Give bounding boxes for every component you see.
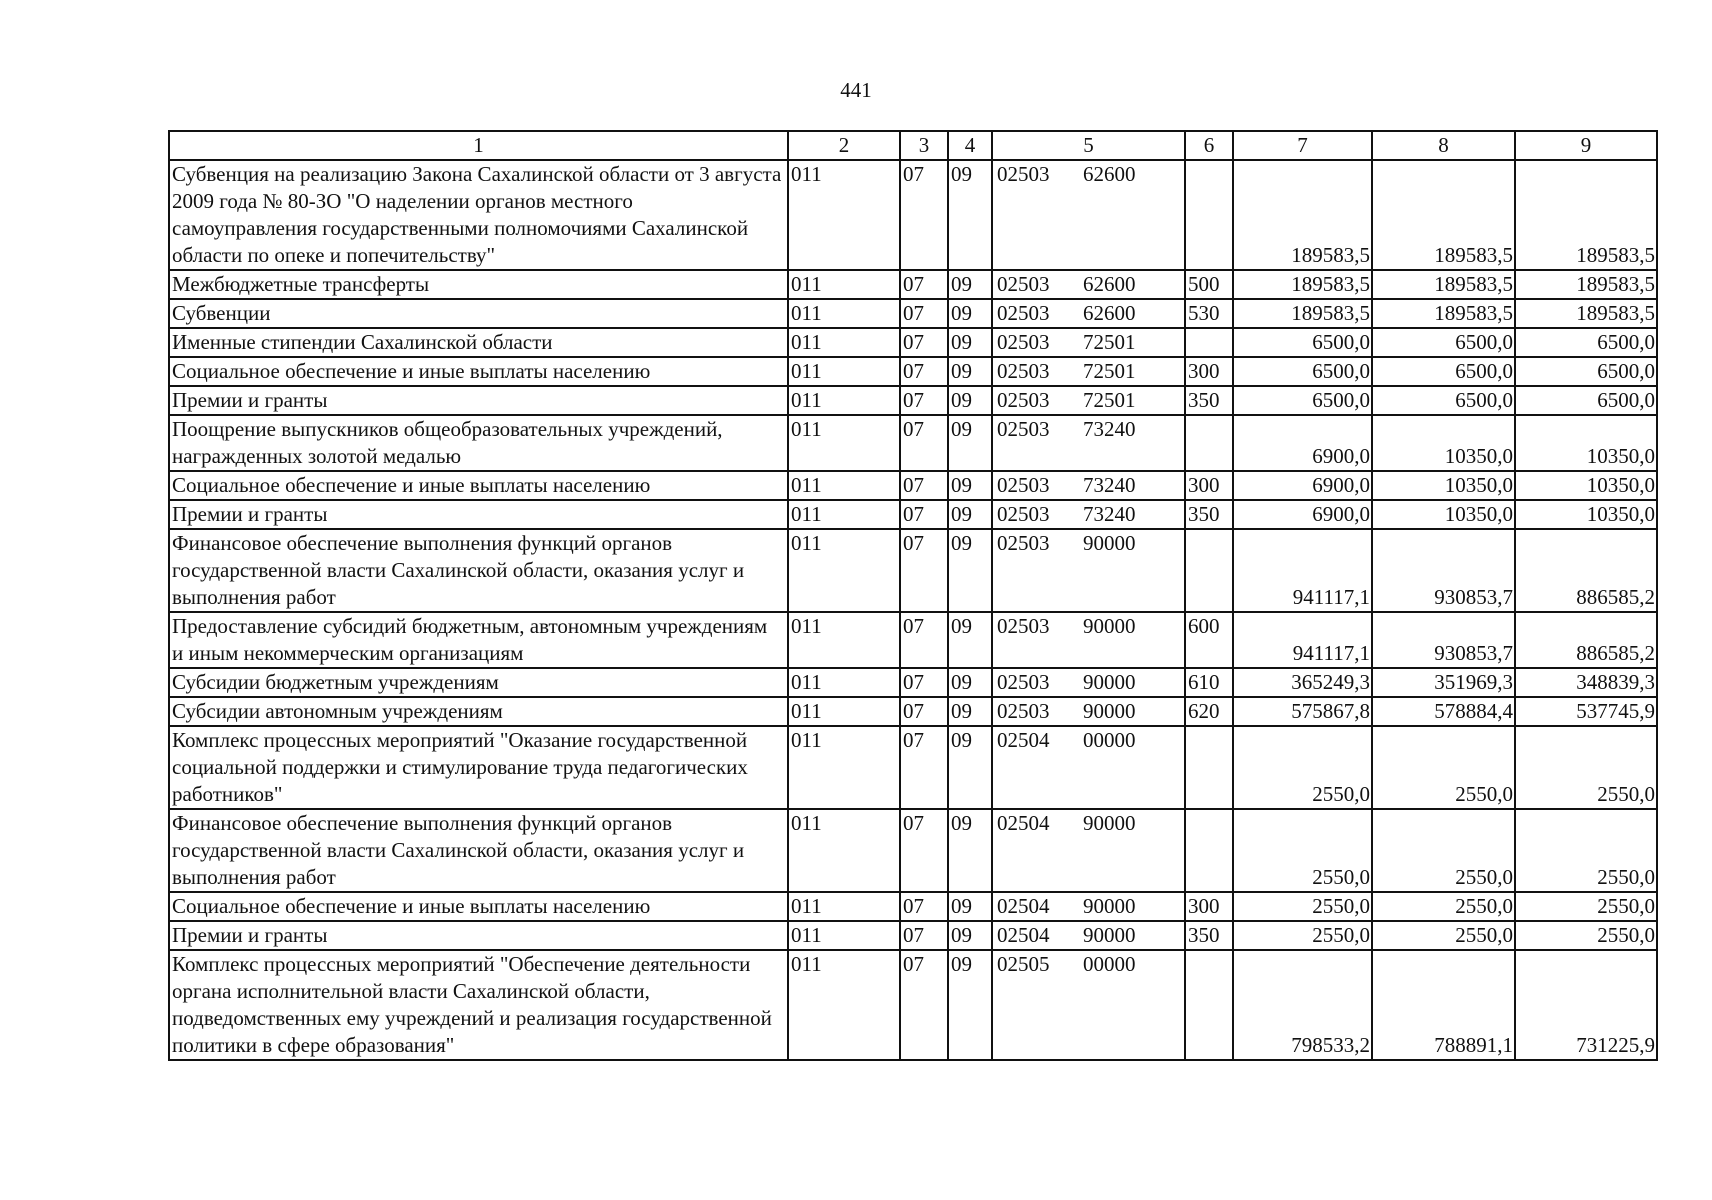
amount-col-9: 10350,0 [1515,500,1657,529]
cell-col-6: 350 [1185,921,1233,950]
column-header: 7 [1233,131,1372,160]
amount-col-8: 6500,0 [1372,357,1515,386]
cell-col-6 [1185,726,1233,809]
cell-col-2: 011 [788,612,900,668]
cell-col-6: 530 [1185,299,1233,328]
direction-code: 72501 [1083,388,1136,412]
amount-col-7: 6900,0 [1233,500,1372,529]
cell-col-5 [992,386,1185,415]
program-code: 02503 [997,272,1050,296]
amount-col-9: 2550,0 [1515,726,1657,809]
amount-col-9: 2550,0 [1515,892,1657,921]
cell-col-5 [992,357,1185,386]
table-row [169,892,1657,921]
cell-col-6 [1185,809,1233,892]
cell-col-5 [992,809,1185,892]
direction-code: 90000 [1083,699,1136,723]
cell-col-5 [992,415,1185,471]
table-row [169,299,1657,328]
amount-col-9: 537745,9 [1515,697,1657,726]
cell-col-4: 09 [948,892,992,921]
table-row [169,328,1657,357]
table-row [169,921,1657,950]
direction-code: 72501 [1083,359,1136,383]
cell-col-3: 07 [900,892,948,921]
amount-col-7: 798533,2 [1233,950,1372,1060]
amount-col-7: 2550,0 [1233,726,1372,809]
row-name-cell: Субсидии автономным учреждениям [169,697,788,726]
amount-col-8: 578884,4 [1372,697,1515,726]
amount-col-7: 575867,8 [1233,697,1372,726]
cell-col-5 [992,500,1185,529]
amount-col-8: 2550,0 [1372,892,1515,921]
amount-col-8: 2550,0 [1372,921,1515,950]
direction-code: 00000 [1083,952,1136,976]
page-number: 441 [840,78,872,102]
row-name-cell: Субвенции [169,299,788,328]
cell-col-4: 09 [948,386,992,415]
cell-col-5 [992,612,1185,668]
cell-col-6: 300 [1185,892,1233,921]
amount-col-7: 941117,1 [1233,529,1372,612]
row-name-cell: Субсидии бюджетным учреждениям [169,668,788,697]
amount-col-8: 788891,1 [1372,950,1515,1060]
cell-col-5 [992,529,1185,612]
amount-col-7: 6900,0 [1233,415,1372,471]
program-code: 02503 [997,531,1050,555]
cell-col-6: 300 [1185,357,1233,386]
cell-col-6 [1185,950,1233,1060]
cell-col-5 [992,668,1185,697]
row-name-cell: Межбюджетные трансферты [169,270,788,299]
cell-col-3: 07 [900,160,948,270]
cell-col-3: 07 [900,386,948,415]
direction-code: 90000 [1083,614,1136,638]
program-code: 02503 [997,473,1050,497]
direction-code: 72501 [1083,330,1136,354]
direction-code: 90000 [1083,894,1136,918]
direction-code: 00000 [1083,728,1136,752]
row-name-cell: Комплекс процессных мероприятий "Обеспечение деятельности органа исполнительной власти Сахалинской области, подведомственных ему учреждений и реализация государственной политики в сфере образования" [169,950,788,1060]
cell-col-3: 07 [900,500,948,529]
amount-col-8: 6500,0 [1372,386,1515,415]
direction-code: 90000 [1083,811,1136,835]
table-row [169,270,1657,299]
cell-col-3: 07 [900,809,948,892]
program-code: 02504 [997,923,1050,947]
amount-col-7: 6500,0 [1233,386,1372,415]
cell-col-5 [992,160,1185,270]
amount-col-9: 189583,5 [1515,160,1657,270]
cell-col-5 [992,892,1185,921]
program-code: 02504 [997,894,1050,918]
program-code: 02503 [997,699,1050,723]
row-name-cell: Именные стипендии Сахалинской области [169,328,788,357]
amount-col-9: 10350,0 [1515,471,1657,500]
cell-col-3: 07 [900,471,948,500]
row-name-cell: Поощрение выпускников общеобразовательных учреждений, награжденных золотой медалью [169,415,788,471]
table-row [169,500,1657,529]
cell-col-6 [1185,160,1233,270]
amount-col-7: 189583,5 [1233,160,1372,270]
cell-col-3: 07 [900,328,948,357]
program-code: 02503 [997,417,1050,441]
amount-col-9: 348839,3 [1515,668,1657,697]
table-row [169,529,1657,612]
program-code: 02503 [997,301,1050,325]
table-row [169,809,1657,892]
cell-col-6: 350 [1185,386,1233,415]
amount-col-9: 10350,0 [1515,415,1657,471]
table-body [169,160,1657,1060]
cell-col-4: 09 [948,697,992,726]
direction-code: 62600 [1083,272,1136,296]
cell-col-6 [1185,328,1233,357]
cell-col-4: 09 [948,500,992,529]
cell-col-6: 300 [1185,471,1233,500]
amount-col-7: 365249,3 [1233,668,1372,697]
cell-col-3: 07 [900,668,948,697]
cell-col-6: 610 [1185,668,1233,697]
cell-col-2: 011 [788,921,900,950]
direction-code: 62600 [1083,162,1136,186]
cell-col-4: 09 [948,471,992,500]
cell-col-2: 011 [788,950,900,1060]
amount-col-8: 6500,0 [1372,328,1515,357]
row-name-cell: Премии и гранты [169,386,788,415]
cell-col-4: 09 [948,726,992,809]
amount-col-7: 2550,0 [1233,809,1372,892]
amount-col-8: 189583,5 [1372,270,1515,299]
row-name-cell: Комплекс процессных мероприятий "Оказание государственной социальной поддержки и стимулирование труда педагогических работников" [169,726,788,809]
cell-col-2: 011 [788,415,900,471]
row-name-cell: Премии и гранты [169,921,788,950]
cell-col-4: 09 [948,160,992,270]
table-row [169,415,1657,471]
direction-code: 90000 [1083,670,1136,694]
table-row [169,726,1657,809]
cell-col-2: 011 [788,357,900,386]
amount-col-9: 6500,0 [1515,328,1657,357]
cell-col-3: 07 [900,612,948,668]
cell-col-4: 09 [948,612,992,668]
cell-col-3: 07 [900,357,948,386]
direction-code: 62600 [1083,301,1136,325]
amount-col-8: 10350,0 [1372,471,1515,500]
cell-col-3: 07 [900,697,948,726]
cell-col-4: 09 [948,668,992,697]
program-code: 02503 [997,670,1050,694]
amount-col-8: 2550,0 [1372,809,1515,892]
cell-col-2: 011 [788,328,900,357]
direction-code: 73240 [1083,417,1136,441]
amount-col-8: 930853,7 [1372,529,1515,612]
cell-col-5 [992,950,1185,1060]
cell-col-6 [1185,415,1233,471]
cell-col-4: 09 [948,299,992,328]
program-code: 02504 [997,811,1050,835]
amount-col-8: 189583,5 [1372,160,1515,270]
program-code: 02504 [997,728,1050,752]
cell-col-3: 07 [900,415,948,471]
row-name-cell: Субвенция на реализацию Закона Сахалинской области от 3 августа 2009 года № 80-ЗО "О наделении органов местного самоуправления государственными полномочиями Сахалинской области по опеке и попечительству" [169,160,788,270]
table-row [169,160,1657,270]
cell-col-2: 011 [788,892,900,921]
amount-col-7: 2550,0 [1233,892,1372,921]
amount-col-7: 189583,5 [1233,270,1372,299]
amount-col-7: 6500,0 [1233,328,1372,357]
program-code: 02505 [997,952,1050,976]
amount-col-8: 10350,0 [1372,415,1515,471]
direction-code: 90000 [1083,923,1136,947]
row-name-cell: Социальное обеспечение и иные выплаты населению [169,471,788,500]
amount-col-9: 2550,0 [1515,809,1657,892]
direction-code: 73240 [1083,502,1136,526]
cell-col-3: 07 [900,726,948,809]
cell-col-5 [992,726,1185,809]
cell-col-3: 07 [900,921,948,950]
cell-col-2: 011 [788,726,900,809]
cell-col-4: 09 [948,950,992,1060]
cell-col-3: 07 [900,299,948,328]
amount-col-9: 731225,9 [1515,950,1657,1060]
amount-col-7: 941117,1 [1233,612,1372,668]
cell-col-2: 011 [788,529,900,612]
cell-col-6: 500 [1185,270,1233,299]
column-header: 2 [788,131,900,160]
cell-col-3: 07 [900,950,948,1060]
program-code: 02503 [997,614,1050,638]
program-code: 02503 [997,162,1050,186]
cell-col-5 [992,697,1185,726]
cell-col-2: 011 [788,270,900,299]
cell-col-5 [992,471,1185,500]
amount-col-8: 10350,0 [1372,500,1515,529]
amount-col-7: 6900,0 [1233,471,1372,500]
column-header: 6 [1185,131,1233,160]
cell-col-4: 09 [948,809,992,892]
row-name-cell: Социальное обеспечение и иные выплаты населению [169,892,788,921]
direction-code: 90000 [1083,531,1136,555]
cell-col-5 [992,299,1185,328]
cell-col-2: 011 [788,697,900,726]
amount-col-9: 886585,2 [1515,612,1657,668]
cell-col-2: 011 [788,668,900,697]
cell-col-2: 011 [788,386,900,415]
amount-col-8: 930853,7 [1372,612,1515,668]
cell-col-2: 011 [788,809,900,892]
table-row [169,357,1657,386]
amount-col-8: 2550,0 [1372,726,1515,809]
program-code: 02503 [997,330,1050,354]
column-header: 4 [948,131,992,160]
row-name-cell: Финансовое обеспечение выполнения функций органов государственной власти Сахалинской области, оказания услуг и выполнения работ [169,809,788,892]
cell-col-4: 09 [948,357,992,386]
row-name-cell: Предоставление субсидий бюджетным, автономным учреждениям и иным некоммерческим организациям [169,612,788,668]
amount-col-8: 189583,5 [1372,299,1515,328]
cell-col-2: 011 [788,299,900,328]
table-row [169,386,1657,415]
amount-col-9: 6500,0 [1515,386,1657,415]
table-row [169,612,1657,668]
cell-col-5 [992,328,1185,357]
column-header: 5 [992,131,1185,160]
amount-col-7: 189583,5 [1233,299,1372,328]
cell-col-5 [992,921,1185,950]
budget-table [168,130,1658,1061]
cell-col-6: 620 [1185,697,1233,726]
direction-code: 73240 [1083,473,1136,497]
amount-col-7: 2550,0 [1233,921,1372,950]
amount-col-9: 2550,0 [1515,921,1657,950]
cell-col-2: 011 [788,500,900,529]
amount-col-9: 886585,2 [1515,529,1657,612]
program-code: 02503 [997,388,1050,412]
cell-col-2: 011 [788,471,900,500]
cell-col-6: 350 [1185,500,1233,529]
header-row [169,131,1657,160]
cell-col-3: 07 [900,529,948,612]
column-header: 8 [1372,131,1515,160]
cell-col-3: 07 [900,270,948,299]
amount-col-9: 6500,0 [1515,357,1657,386]
table-row [169,668,1657,697]
cell-col-4: 09 [948,328,992,357]
column-header: 1 [169,131,788,160]
cell-col-4: 09 [948,529,992,612]
table-row [169,697,1657,726]
amount-col-8: 351969,3 [1372,668,1515,697]
amount-col-9: 189583,5 [1515,270,1657,299]
amount-col-7: 6500,0 [1233,357,1372,386]
cell-col-4: 09 [948,415,992,471]
row-name-cell: Премии и гранты [169,500,788,529]
table-row [169,471,1657,500]
column-header: 9 [1515,131,1657,160]
program-code: 02503 [997,359,1050,383]
amount-col-9: 189583,5 [1515,299,1657,328]
cell-col-4: 09 [948,921,992,950]
cell-col-4: 09 [948,270,992,299]
cell-col-6 [1185,529,1233,612]
cell-col-2: 011 [788,160,900,270]
row-name-cell: Социальное обеспечение и иные выплаты населению [169,357,788,386]
table-row [169,950,1657,1060]
column-header: 3 [900,131,948,160]
cell-col-5 [992,270,1185,299]
row-name-cell: Финансовое обеспечение выполнения функций органов государственной власти Сахалинской области, оказания услуг и выполнения работ [169,529,788,612]
program-code: 02503 [997,502,1050,526]
cell-col-6: 600 [1185,612,1233,668]
